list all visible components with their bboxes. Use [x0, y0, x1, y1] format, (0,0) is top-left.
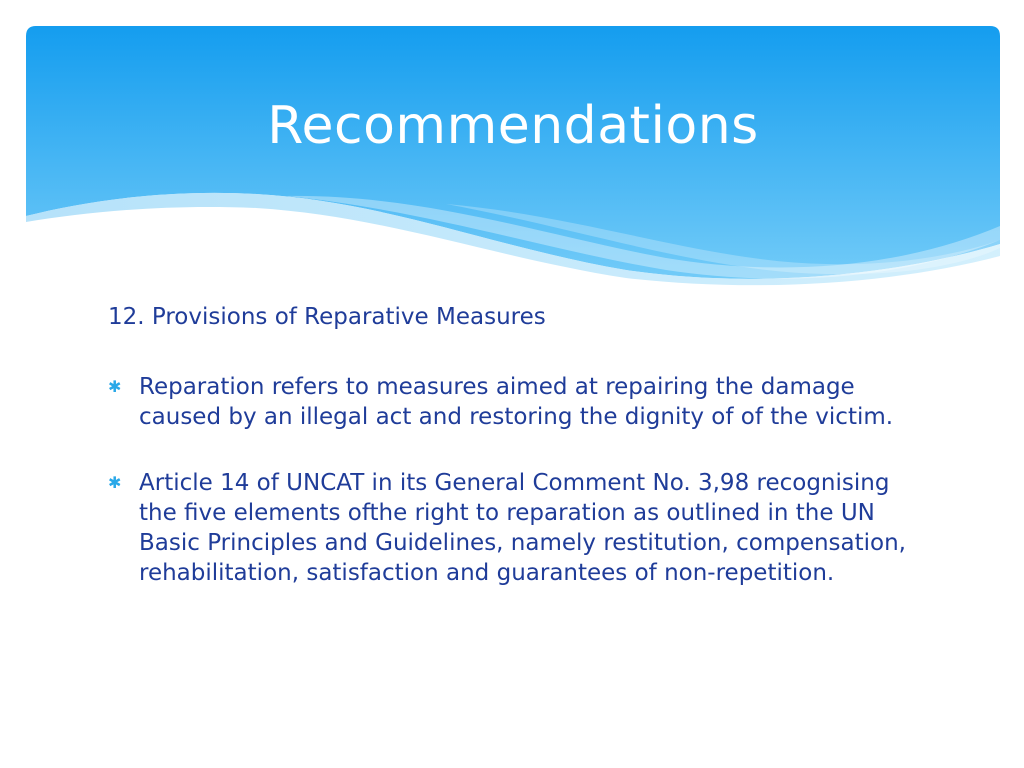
bullet-text: Reparation refers to measures aimed at repairing the damage caused by an illegal act and restoring the dignity of of the victim.: [139, 374, 894, 430]
list-item: [108, 372, 908, 432]
asterisk-bullet-icon: ✱: [108, 473, 122, 492]
slide-content: [108, 302, 908, 624]
asterisk-bullet-icon: ✱: [108, 377, 122, 396]
bullet-list: [108, 372, 908, 588]
list-item: [108, 468, 908, 588]
header-banner: [26, 26, 1000, 288]
section-heading: 12. Provisions of Reparative Measures: [108, 304, 546, 330]
wave-banner-graphic: [26, 26, 1000, 288]
bullet-text: Article 14 of UNCAT in its General Comment No. 3,98 recognising the five elements ofthe right to reparation as outlined in the UN Basic Principles and Guidelines, namely restitution, compensation, rehabilitation, satisfaction and guarantees of non-repetition.: [139, 470, 906, 586]
slide-title: Recommendations: [267, 96, 759, 156]
